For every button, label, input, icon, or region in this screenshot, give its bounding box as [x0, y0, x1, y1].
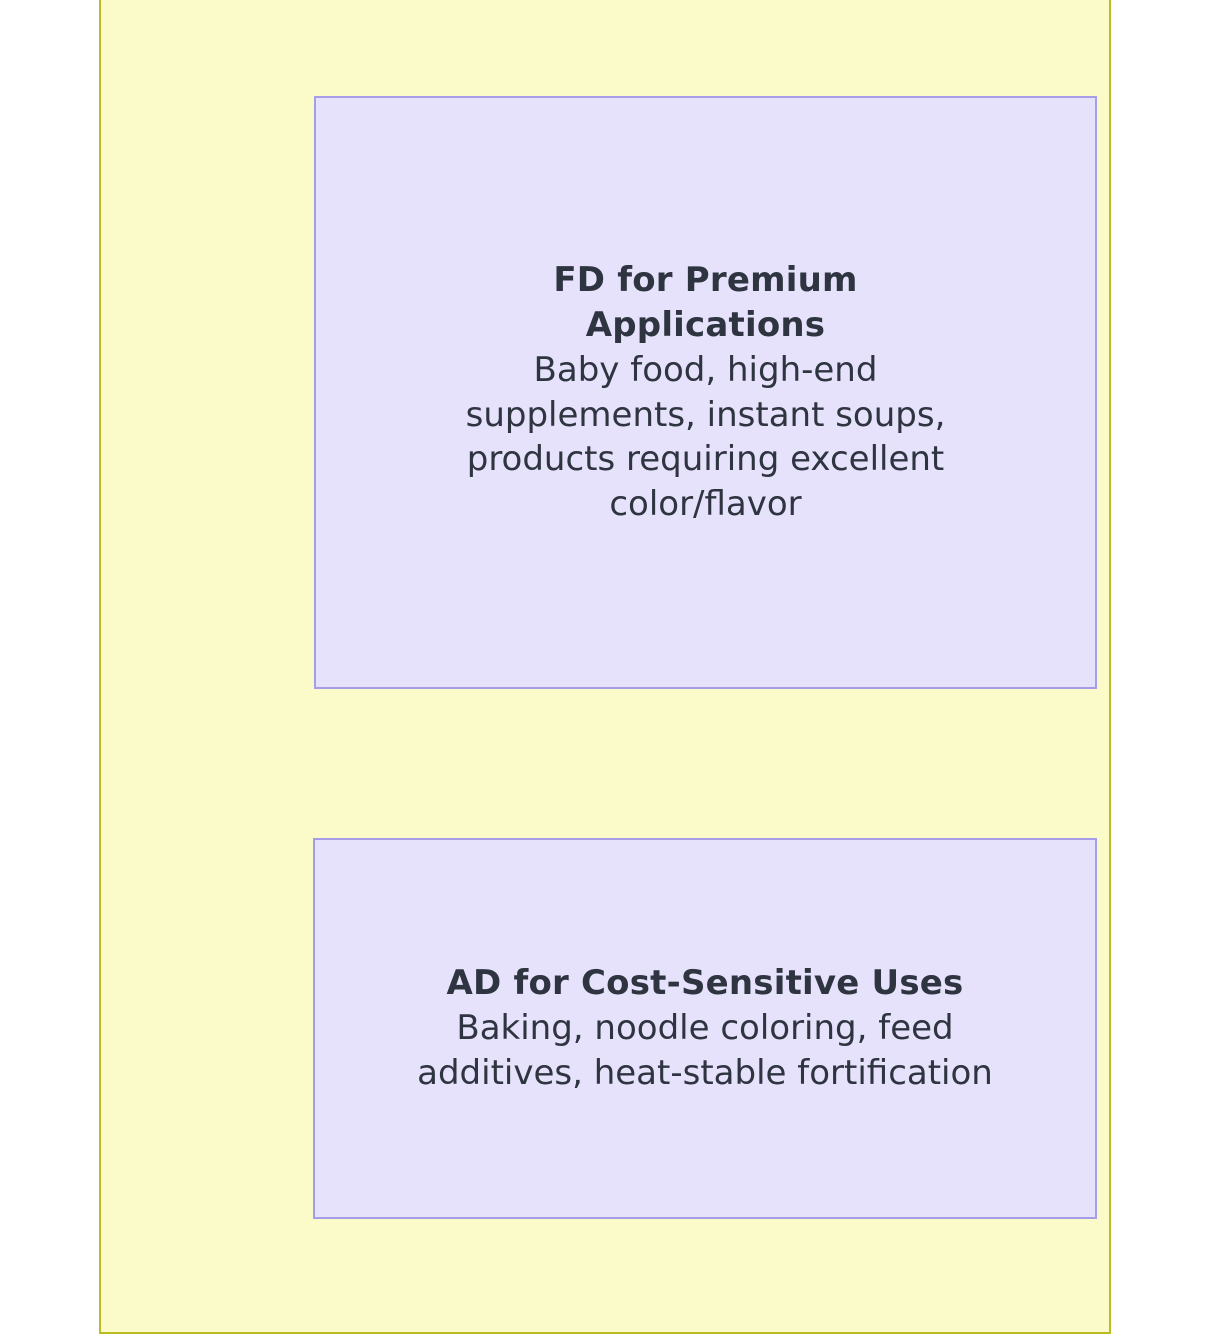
- card-fd-premium-body: Baby food, high-end supplements, instant soups, products requiring excellent color/flavor: [465, 349, 946, 525]
- outer-panel: [99, 0, 1111, 1334]
- card-fd-premium-applications: [314, 96, 1097, 689]
- card-fd-premium-title: FD for Premium Applications: [553, 259, 858, 345]
- card-ad-cost-body: Baking, noodle coloring, feed additives, heat-stable fortification: [417, 1008, 993, 1093]
- card-ad-cost-sensitive-uses: [313, 838, 1097, 1219]
- card-ad-cost-title: AD for Cost-Sensitive Uses: [446, 963, 964, 1004]
